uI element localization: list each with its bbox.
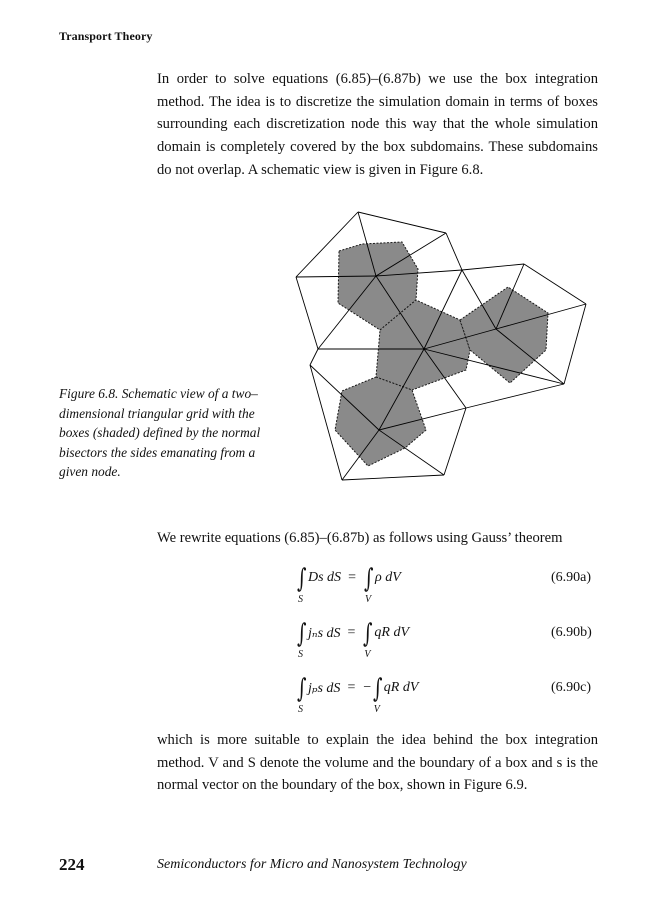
integral-subscript: V xyxy=(364,649,371,660)
equals-sign: = xyxy=(347,625,356,640)
equation-math xyxy=(296,564,401,605)
equation-number: (6.90a) xyxy=(551,570,592,585)
lhs-integrand: jₚs dS xyxy=(308,681,341,696)
integral-sign: ∫ S xyxy=(297,564,307,605)
equation-number: (6.90c) xyxy=(551,680,592,695)
page-number: 224 xyxy=(59,855,85,874)
lhs-integrand: jₙs dS xyxy=(308,626,341,641)
integral-subscript: S xyxy=(298,649,303,660)
integral-sign: ∫ S xyxy=(297,674,307,715)
triangular-grid-figure xyxy=(290,205,590,490)
running-head: Transport Theory xyxy=(59,29,153,43)
minus-sign: − xyxy=(362,680,372,695)
lhs-integrand: Ds dS xyxy=(308,570,342,585)
equals-sign: = xyxy=(348,570,356,585)
equation-6-90c xyxy=(0,674,652,728)
equation-number: (6.90b) xyxy=(551,625,592,640)
integral-subscript: S xyxy=(298,704,303,715)
rewrite-paragraph: We rewrite equations (6.85)–(6.87b) as follows using Gauss’ theorem xyxy=(157,530,563,546)
integral-sign: ∫ V xyxy=(364,564,374,605)
integral-sign: ∫ V xyxy=(372,674,383,715)
rhs-integrand: qR dV xyxy=(383,680,419,695)
explain-paragraph: which is more suitable to explain the idea behind the box integration method. V and S denote the volume and the boundary of a box and s is the normal vector on the boundary of the box, shown in Figure 6.9. xyxy=(157,732,598,794)
shaded-boxes xyxy=(335,242,548,466)
intro-paragraph: In order to solve equations (6.85)–(6.87b) we use the box integration method. The idea is to discretize the simulation domain in terms of boxes surrounding each discretization node this way that the whole simulation domain is completely covered by the box subdomains. These subdomains do not overlap. A schematic view is given in Figure 6.8. xyxy=(157,71,598,178)
equation-math xyxy=(296,619,410,660)
book-title: Semiconductors for Micro and Nanosystem Technology xyxy=(157,857,467,872)
equation-6-90b xyxy=(0,619,652,673)
rhs-integrand: ρ dV xyxy=(374,570,401,585)
rhs-integrand: qR dV xyxy=(374,625,410,640)
equals-sign: = xyxy=(347,680,356,695)
figure-caption: Figure 6.8. Schematic view of a two–dimensional triangular grid with the boxes (shaded) defined by the normal bisectors the sides emanating from a given node. xyxy=(59,386,261,480)
integral-sign: ∫ V xyxy=(363,619,373,660)
integral-subscript: V xyxy=(364,594,372,605)
equation-6-90a xyxy=(0,564,652,618)
integral-subscript: V xyxy=(373,704,380,715)
integral-sign: ∫ S xyxy=(297,619,307,660)
equation-math xyxy=(296,674,419,715)
integral-subscript: S xyxy=(298,594,303,605)
